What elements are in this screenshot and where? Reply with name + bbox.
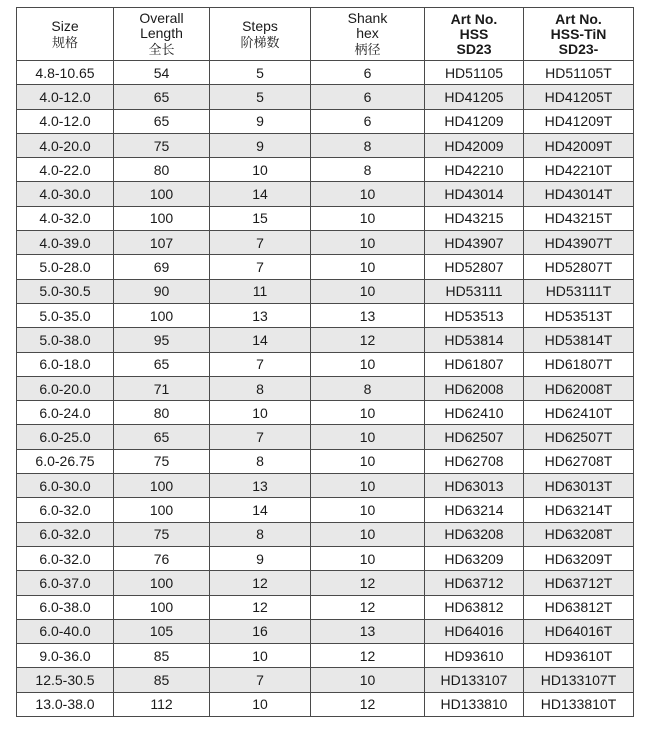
cell-art-no-hss-tin: HD43215T — [524, 206, 634, 230]
table-row — [17, 595, 634, 619]
cell-shank-hex: 10 — [311, 546, 425, 570]
cell-art-no-hss-tin: HD63214T — [524, 498, 634, 522]
header-art-no-hss-line-2: HSS — [459, 25, 489, 42]
cell-size: 6.0-37.0 — [17, 571, 114, 595]
cell-steps: 16 — [210, 619, 311, 643]
cell-steps: 9 — [210, 109, 311, 133]
cell-size: 4.0-12.0 — [17, 85, 114, 109]
table-row — [17, 498, 634, 522]
cell-shank-hex: 10 — [311, 352, 425, 376]
cell-steps: 14 — [210, 182, 311, 206]
table-row — [17, 571, 634, 595]
cell-art-no-hss: HD62410 — [425, 401, 524, 425]
cell-art-no-hss-tin: HD63208T — [524, 522, 634, 546]
cell-shank-hex: 10 — [311, 255, 425, 279]
cell-art-no-hss: HD41205 — [425, 85, 524, 109]
cell-steps: 12 — [210, 571, 311, 595]
cell-steps: 14 — [210, 498, 311, 522]
header-art-no-hss-tin-line-3: SD23- — [558, 40, 599, 57]
cell-size: 6.0-32.0 — [17, 522, 114, 546]
cell-size: 4.8-10.65 — [17, 61, 114, 85]
cell-art-no-hss: HD63208 — [425, 522, 524, 546]
cell-size: 5.0-38.0 — [17, 328, 114, 352]
cell-size: 6.0-24.0 — [17, 401, 114, 425]
header-overall-length-en-2: Length — [140, 25, 183, 41]
header-art-no-hss-tin — [524, 8, 634, 61]
cell-size: 5.0-35.0 — [17, 303, 114, 327]
cell-shank-hex: 10 — [311, 231, 425, 255]
header-art-no-hss-tin-line-1: Art No. — [555, 10, 602, 27]
table-row — [17, 61, 634, 85]
cell-art-no-hss-tin: HD63712T — [524, 571, 634, 595]
header-overall-length-en-1: Overall — [139, 10, 184, 26]
cell-art-no-hss: HD62507 — [425, 425, 524, 449]
cell-overall-length: 75 — [114, 449, 210, 473]
cell-overall-length: 105 — [114, 619, 210, 643]
cell-steps: 10 — [210, 644, 311, 668]
cell-size: 4.0-30.0 — [17, 182, 114, 206]
cell-art-no-hss-tin: HD53111T — [524, 279, 634, 303]
cell-shank-hex: 10 — [311, 449, 425, 473]
cell-art-no-hss: HD133107 — [425, 668, 524, 692]
cell-steps: 7 — [210, 231, 311, 255]
cell-shank-hex: 8 — [311, 158, 425, 182]
cell-shank-hex: 6 — [311, 61, 425, 85]
cell-overall-length: 100 — [114, 498, 210, 522]
cell-shank-hex: 10 — [311, 182, 425, 206]
cell-steps: 13 — [210, 303, 311, 327]
header-art-no-hss-line-3: SD23 — [456, 40, 492, 57]
cell-art-no-hss: HD42009 — [425, 133, 524, 157]
cell-art-no-hss-tin: HD133810T — [524, 692, 634, 716]
cell-steps: 7 — [210, 255, 311, 279]
cell-shank-hex: 10 — [311, 206, 425, 230]
cell-steps: 10 — [210, 158, 311, 182]
cell-art-no-hss: HD41209 — [425, 109, 524, 133]
cell-size: 5.0-28.0 — [17, 255, 114, 279]
cell-art-no-hss: HD52807 — [425, 255, 524, 279]
cell-shank-hex: 10 — [311, 522, 425, 546]
cell-size: 4.0-32.0 — [17, 206, 114, 230]
table-row — [17, 644, 634, 668]
cell-overall-length: 76 — [114, 546, 210, 570]
cell-steps: 10 — [210, 692, 311, 716]
cell-steps: 10 — [210, 401, 311, 425]
table-row — [17, 158, 634, 182]
table-row — [17, 352, 634, 376]
cell-size: 6.0-40.0 — [17, 619, 114, 643]
cell-art-no-hss-tin: HD42009T — [524, 133, 634, 157]
cell-art-no-hss: HD43014 — [425, 182, 524, 206]
table-row — [17, 109, 634, 133]
spec-table — [16, 7, 634, 717]
table-row — [17, 231, 634, 255]
cell-overall-length: 100 — [114, 303, 210, 327]
header-overall-length — [114, 8, 210, 61]
cell-overall-length: 71 — [114, 376, 210, 400]
cell-steps: 15 — [210, 206, 311, 230]
cell-size: 4.0-12.0 — [17, 109, 114, 133]
cell-steps: 7 — [210, 425, 311, 449]
cell-shank-hex: 8 — [311, 133, 425, 157]
cell-size: 6.0-26.75 — [17, 449, 114, 473]
cell-art-no-hss: HD63209 — [425, 546, 524, 570]
cell-steps: 11 — [210, 279, 311, 303]
header-art-no-hss-tin-line-2: HSS-TiN — [550, 25, 607, 42]
cell-steps: 9 — [210, 546, 311, 570]
cell-size: 4.0-39.0 — [17, 231, 114, 255]
cell-art-no-hss: HD63812 — [425, 595, 524, 619]
cell-art-no-hss: HD133810 — [425, 692, 524, 716]
cell-art-no-hss: HD53814 — [425, 328, 524, 352]
cell-art-no-hss-tin: HD62507T — [524, 425, 634, 449]
cell-size: 5.0-30.5 — [17, 279, 114, 303]
cell-steps: 8 — [210, 449, 311, 473]
cell-size: 6.0-32.0 — [17, 546, 114, 570]
cell-art-no-hss: HD63214 — [425, 498, 524, 522]
cell-overall-length: 54 — [114, 61, 210, 85]
cell-steps: 8 — [210, 376, 311, 400]
cell-shank-hex: 12 — [311, 644, 425, 668]
cell-size: 6.0-32.0 — [17, 498, 114, 522]
cell-overall-length: 65 — [114, 352, 210, 376]
cell-art-no-hss: HD62008 — [425, 376, 524, 400]
table-row — [17, 449, 634, 473]
cell-shank-hex: 10 — [311, 668, 425, 692]
cell-steps: 12 — [210, 595, 311, 619]
cell-steps: 13 — [210, 474, 311, 498]
cell-overall-length: 69 — [114, 255, 210, 279]
table-row — [17, 279, 634, 303]
cell-shank-hex: 10 — [311, 279, 425, 303]
cell-overall-length: 80 — [114, 401, 210, 425]
cell-overall-length: 90 — [114, 279, 210, 303]
table-row — [17, 668, 634, 692]
cell-art-no-hss-tin: HD43907T — [524, 231, 634, 255]
cell-art-no-hss-tin: HD62708T — [524, 449, 634, 473]
cell-overall-length: 100 — [114, 595, 210, 619]
cell-art-no-hss-tin: HD62410T — [524, 401, 634, 425]
cell-steps: 5 — [210, 61, 311, 85]
cell-size: 13.0-38.0 — [17, 692, 114, 716]
table-header — [17, 8, 634, 61]
cell-art-no-hss: HD63013 — [425, 474, 524, 498]
cell-art-no-hss-tin: HD53814T — [524, 328, 634, 352]
cell-shank-hex: 12 — [311, 571, 425, 595]
cell-overall-length: 85 — [114, 668, 210, 692]
header-art-no-hss — [425, 8, 524, 61]
cell-size: 6.0-18.0 — [17, 352, 114, 376]
cell-size: 4.0-22.0 — [17, 158, 114, 182]
cell-art-no-hss-tin: HD41209T — [524, 109, 634, 133]
table-row — [17, 619, 634, 643]
cell-steps: 5 — [210, 85, 311, 109]
cell-art-no-hss: HD53513 — [425, 303, 524, 327]
cell-art-no-hss-tin: HD51105T — [524, 61, 634, 85]
cell-shank-hex: 10 — [311, 401, 425, 425]
table-row — [17, 182, 634, 206]
cell-art-no-hss-tin: HD64016T — [524, 619, 634, 643]
cell-steps: 8 — [210, 522, 311, 546]
cell-art-no-hss: HD63712 — [425, 571, 524, 595]
cell-shank-hex: 13 — [311, 619, 425, 643]
table-row — [17, 376, 634, 400]
table-row — [17, 425, 634, 449]
cell-steps: 7 — [210, 352, 311, 376]
cell-overall-length: 65 — [114, 85, 210, 109]
cell-size: 12.5-30.5 — [17, 668, 114, 692]
cell-overall-length: 65 — [114, 109, 210, 133]
cell-art-no-hss: HD53111 — [425, 279, 524, 303]
cell-shank-hex: 13 — [311, 303, 425, 327]
cell-shank-hex: 12 — [311, 692, 425, 716]
cell-overall-length: 100 — [114, 206, 210, 230]
cell-overall-length: 100 — [114, 571, 210, 595]
cell-art-no-hss: HD93610 — [425, 644, 524, 668]
cell-size: 6.0-20.0 — [17, 376, 114, 400]
cell-shank-hex: 12 — [311, 328, 425, 352]
header-size-en: Size — [51, 17, 79, 34]
cell-art-no-hss: HD43907 — [425, 231, 524, 255]
cell-overall-length: 107 — [114, 231, 210, 255]
cell-art-no-hss: HD43215 — [425, 206, 524, 230]
table-row — [17, 328, 634, 352]
header-shank-hex-cn: 柄径 — [354, 42, 381, 57]
cell-overall-length: 75 — [114, 133, 210, 157]
table-row — [17, 401, 634, 425]
cell-shank-hex: 10 — [311, 498, 425, 522]
header-steps-en: Steps — [242, 17, 278, 34]
cell-steps: 9 — [210, 133, 311, 157]
table-row — [17, 546, 634, 570]
cell-art-no-hss: HD62708 — [425, 449, 524, 473]
table-row — [17, 474, 634, 498]
cell-steps: 7 — [210, 668, 311, 692]
cell-overall-length: 75 — [114, 522, 210, 546]
cell-steps: 14 — [210, 328, 311, 352]
header-size — [17, 8, 114, 61]
cell-overall-length: 100 — [114, 182, 210, 206]
cell-overall-length: 95 — [114, 328, 210, 352]
cell-art-no-hss-tin: HD63013T — [524, 474, 634, 498]
cell-overall-length: 85 — [114, 644, 210, 668]
cell-art-no-hss: HD42210 — [425, 158, 524, 182]
header-art-no-hss-line-1: Art No. — [450, 10, 498, 27]
cell-size: 9.0-36.0 — [17, 644, 114, 668]
cell-shank-hex: 8 — [311, 376, 425, 400]
cell-size: 6.0-38.0 — [17, 595, 114, 619]
cell-overall-length: 100 — [114, 474, 210, 498]
table-row — [17, 522, 634, 546]
cell-art-no-hss: HD64016 — [425, 619, 524, 643]
cell-shank-hex: 6 — [311, 109, 425, 133]
header-shank-hex-en-1: Shank — [347, 10, 388, 26]
cell-art-no-hss-tin: HD63812T — [524, 595, 634, 619]
cell-art-no-hss-tin: HD63209T — [524, 546, 634, 570]
cell-art-no-hss: HD61807 — [425, 352, 524, 376]
cell-overall-length: 65 — [114, 425, 210, 449]
table-body — [17, 61, 634, 717]
cell-shank-hex: 12 — [311, 595, 425, 619]
cell-art-no-hss-tin: HD133107T — [524, 668, 634, 692]
cell-art-no-hss-tin: HD43014T — [524, 182, 634, 206]
cell-art-no-hss-tin: HD41205T — [524, 85, 634, 109]
cell-art-no-hss-tin: HD62008T — [524, 376, 634, 400]
cell-art-no-hss: HD51105 — [425, 61, 524, 85]
header-steps — [210, 8, 311, 61]
cell-overall-length: 80 — [114, 158, 210, 182]
cell-overall-length: 112 — [114, 692, 210, 716]
cell-shank-hex: 10 — [311, 425, 425, 449]
table-row — [17, 255, 634, 279]
cell-size: 4.0-20.0 — [17, 133, 114, 157]
table-row — [17, 85, 634, 109]
header-shank-hex — [311, 8, 425, 61]
cell-art-no-hss-tin: HD61807T — [524, 352, 634, 376]
header-row — [17, 8, 634, 61]
header-steps-cn: 阶梯数 — [240, 34, 280, 50]
cell-size: 6.0-30.0 — [17, 474, 114, 498]
header-overall-length-cn: 全长 — [148, 42, 175, 57]
cell-shank-hex: 10 — [311, 474, 425, 498]
table-row — [17, 133, 634, 157]
table-row — [17, 692, 634, 716]
cell-art-no-hss-tin: HD93610T — [524, 644, 634, 668]
header-size-cn: 规格 — [51, 34, 78, 50]
cell-shank-hex: 6 — [311, 85, 425, 109]
cell-art-no-hss-tin: HD53513T — [524, 303, 634, 327]
table-row — [17, 206, 634, 230]
cell-art-no-hss-tin: HD42210T — [524, 158, 634, 182]
cell-art-no-hss-tin: HD52807T — [524, 255, 634, 279]
header-shank-hex-en-2: hex — [356, 25, 379, 41]
cell-size: 6.0-25.0 — [17, 425, 114, 449]
table-row — [17, 303, 634, 327]
